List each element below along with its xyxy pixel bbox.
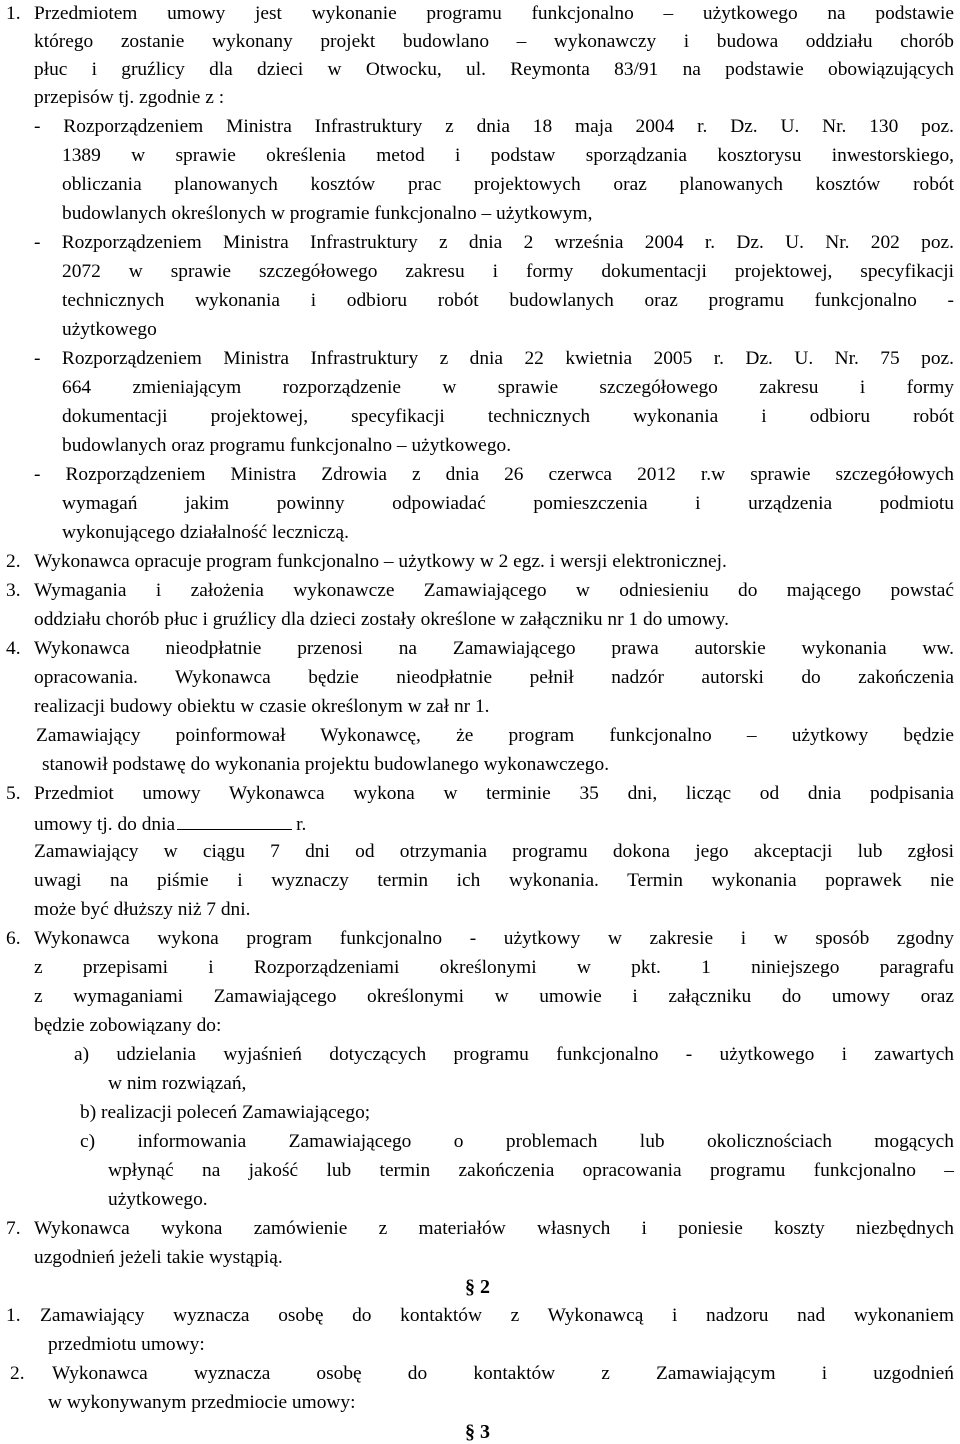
item-number: 3. [6, 580, 21, 601]
text-line: przedmiotu umowy: [48, 1334, 205, 1355]
regulation-line: - Rozporządzeniem Ministra Infrastruktury z dnia 18 maja 2004 r. Dz. U. Nr. 130 poz. [34, 116, 954, 137]
text-line: będzie zobowiązany do: [34, 1015, 222, 1036]
regulation-line: budowlanych oraz programu funkcjonalno – użytkowego. [62, 435, 512, 456]
text-line: Zamawiający w ciągu 7 dni od otrzymania programu dokona jego akceptacji lub zgłosi [34, 841, 954, 862]
text-line: w wykonywanym przedmiocie umowy: [48, 1392, 356, 1413]
text-fragment: r. [296, 814, 307, 835]
item-number: 1. [6, 3, 21, 24]
text-line-with-blank [34, 813, 306, 834]
sub-item-line: w nim rozwiązań, [108, 1073, 247, 1094]
text-line: realizacji budowy obiektu w czasie określonym w zał nr 1. [34, 696, 490, 717]
item-number: 5. [6, 783, 21, 804]
regulation-line: 1389 w sprawie określenia metod i podstaw sporządzania kosztorysu inwestorskiego, [62, 145, 954, 166]
sub-item-line: c) informowania Zamawiającego o problemach lub okolicznościach mogących [80, 1131, 954, 1152]
regulation-line: technicznych wykonania i odbioru robót budowlanych oraz programu funkcjonalno - [62, 290, 954, 311]
sub-item-line: wpłynąć na jakość lub termin zakończenia opracowania programu funkcjonalno – [108, 1160, 954, 1181]
regulation-line: wymagań jakim powinny odpowiadać pomieszczenia i urządzenia podmiotu [62, 493, 954, 514]
text-line: z przepisami i Rozporządzeniami określonymi w pkt. 1 niniejszego paragrafu [34, 957, 954, 978]
regulation-line: - Rozporządzeniem Ministra Infrastruktury z dnia 22 kwietnia 2005 r. Dz. U. Nr. 75 poz. [34, 348, 954, 369]
text-line: Zamawiający wyznacza osobę do kontaktów z Wykonawcą i nadzoru nad wykonaniem [40, 1305, 954, 1326]
regulation-line: 664 zmieniającym rozporządzenie w sprawie szczegółowego zakresu i formy [62, 377, 954, 398]
text-line: Wykonawca opracuje program funkcjonalno – użytkowy w 2 egz. i wersji elektronicznej. [34, 551, 727, 572]
text-line: może być dłuższy niż 7 dni. [34, 899, 251, 920]
text-line: Wykonawca nieodpłatnie przenosi na Zamawiającego prawa autorskie wykonania ww. [34, 638, 954, 659]
item-number: 2. [10, 1363, 25, 1384]
regulation-line: użytkowego [62, 319, 157, 340]
item-number: 6. [6, 928, 21, 949]
sub-item-line: b) realizacji poleceń Zamawiającego; [80, 1102, 371, 1123]
text-line: Przedmiotem umowy jest wykonanie programu funkcjonalno – użytkowego na podstawie [34, 3, 954, 24]
text-line: Wymagania i założenia wykonawcze Zamawiającego w odniesieniu do mającego powstać [34, 580, 954, 601]
text-line: płuc i gruźlicy dla dzieci w Otwocku, ul. Reymonta 83/91 na podstawie obowiązujących [34, 59, 954, 80]
regulation-line: - Rozporządzeniem Ministra Infrastruktury z dnia 2 września 2004 r. Dz. U. Nr. 202 poz. [34, 232, 954, 253]
item-number: 1. [6, 1305, 21, 1326]
item-number: 4. [6, 638, 21, 659]
regulation-line: obliczania planowanych kosztów prac projektowych oraz planowanych kosztów robót [62, 174, 954, 195]
item-number: 2. [6, 551, 21, 572]
date-blank-field [177, 813, 292, 830]
section-heading: § 2 [465, 1276, 490, 1298]
regulation-line: dokumentacji projektowej, specyfikacji technicznych wykonania i odbioru robót [62, 406, 954, 427]
text-line: uwagi na piśmie i wyznaczy termin ich wykonania. Termin wykonania poprawek nie [34, 870, 954, 891]
regulation-line: 2072 w sprawie szczegółowego zakresu i formy dokumentacji projektowej, specyfikacji [62, 261, 954, 282]
sub-item-line: a) udzielania wyjaśnień dotyczących programu funkcjonalno - użytkowego i zawartych [74, 1044, 954, 1065]
text-line: Przedmiot umowy Wykonawca wykona w terminie 35 dni, licząc od dnia podpisania [34, 783, 954, 804]
text-line: którego zostanie wykonany projekt budowlano – wykonawczy i budowa oddziału chorób [34, 31, 954, 52]
text-line: stanowił podstawę do wykonania projektu budowlanego wykonawczego. [42, 754, 610, 775]
text-line: Zamawiający poinformował Wykonawcę, że program funkcjonalno – użytkowy będzie [36, 725, 954, 746]
text-line: Wykonawca wykona program funkcjonalno - użytkowy w zakresie i w sposób zgodny [34, 928, 954, 949]
text-line: Wykonawca wykona zamówienie z materiałów własnych i poniesie koszty niezbędnych [34, 1218, 954, 1239]
item-number: 7. [6, 1218, 21, 1239]
regulation-line: - Rozporządzeniem Ministra Zdrowia z dnia 26 czerwca 2012 r.w sprawie szczegółowych [34, 464, 954, 485]
regulation-line: budowlanych określonych w programie funkcjonalno – użytkowym, [62, 203, 593, 224]
text-line: Wykonawca wyznacza osobę do kontaktów z Zamawiającym i uzgodnień [52, 1363, 954, 1384]
section-heading: § 3 [465, 1421, 490, 1443]
text-line: oddziału chorób płuc i gruźlicy dla dzieci zostały określone w załączniku nr 1 do umowy. [34, 609, 729, 630]
sub-item-line: użytkowego. [108, 1189, 208, 1210]
text-line: przepisów tj. zgodnie z : [34, 87, 225, 108]
text-line: opracowania. Wykonawca będzie nieodpłatnie pełnił nadzór autorski do zakończenia [34, 667, 954, 688]
text-line: z wymaganiami Zamawiającego określonymi w umowie i załączniku do umowy oraz [34, 986, 954, 1007]
text-fragment: umowy tj. do dnia [34, 814, 176, 835]
regulation-line: wykonującego działalność leczniczą. [62, 522, 349, 543]
text-line: uzgodnień jeżeli takie wystąpią. [34, 1247, 283, 1268]
